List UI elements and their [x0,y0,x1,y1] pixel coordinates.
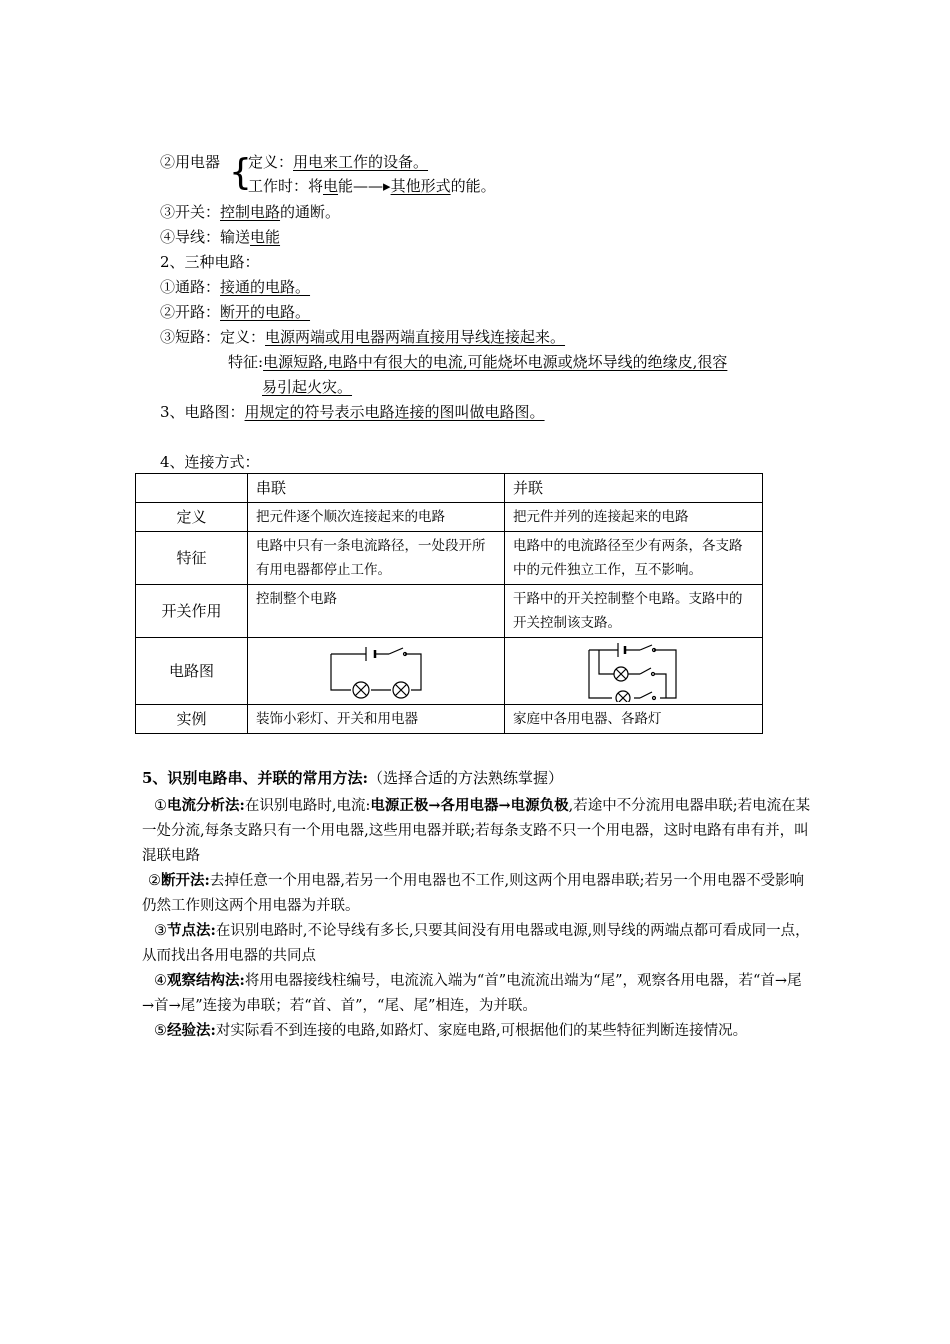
brace-icon: { [229,152,252,193]
arrow-icon: ——▸ [353,177,391,195]
table-header-cell [136,474,248,503]
row-label: 定义 [136,503,248,532]
table-row [136,585,763,638]
short-circuit-feature: 特征:电源短路,电路中有很大的电流,可能烧坏电源或烧坏导线的绝缘皮,很容 [228,353,728,371]
parallel-circuit-diagram [584,640,684,702]
series-cell: 控制整个电路 [248,585,505,638]
appliance-definition: 定义：用电来工作的设备。 [248,153,429,171]
table-row [136,705,763,734]
open-circuit-line: ②开路：断开的电路。 [160,303,311,321]
method-node: ③节点法:在识别电路时,不论导线有多长,只要其间没有用电器或电源,则导线的两端点都可看成同一点，从而找出各用电器的共同点 [142,922,810,964]
row-label: 实例 [136,705,248,734]
method-structure: ④观察结构法:将用电器接线柱编号，电流流入端为“首”电流流出端为“尾”，观察各用电器，若“首→尾→首→尾”连接为串联；若“首、首”，“尾、尾”相连，为并联。 [142,972,802,1014]
series-cell: 电路中只有一条电流路径，一处段开所有用电器都停止工作。 [248,532,505,585]
circuit-diagram-definition: 3、电路图：用规定的符号表示电路连接的图叫做电路图。 [160,403,545,421]
parallel-diagram-cell [505,638,763,705]
row-label: 特征 [136,532,248,585]
table-row [136,638,763,705]
table-header-cell: 串联 [248,474,505,503]
short-circuit-line: ③短路：定义：电源两端或用电器两端直接用导线连接起来。 [160,328,566,346]
appliance-label: ②用电器 [160,153,221,171]
appliance-definition-text: 用电来工作的设备。 [293,153,429,171]
row-label: 电路图 [136,638,248,705]
series-diagram-cell [248,638,505,705]
parallel-cell: 把元件并列的连接起来的电路 [505,503,763,532]
methods-title: 5、识别电路串、并联的常用方法:（选择合适的方法熟练掌握） [142,769,563,787]
table-header-cell: 并联 [505,474,763,503]
row-label: 开关作用 [136,585,248,638]
method-experience: ⑤经验法:对实际看不到连接的电路,如路灯、家庭电路,可根据他们的某些特征判断连接情况。 [154,1022,748,1039]
parallel-cell: 电路中的电流路径至少有两条，各支路中的元件独立工作，互不影响。 [505,532,763,585]
parallel-cell: 家庭中各用电器、各路灯 [505,705,763,734]
series-cell: 装饰小彩灯、开关和用电器 [248,705,505,734]
method-disconnect: ②断开法:去掉任意一个用电器,若另一个用电器也不工作,则这两个用电器串联;若另一个用电器不受影响仍然工作则这两个用电器为并联。 [142,872,804,914]
method-current-analysis: ①电流分析法:在识别电路时,电流:电源正极→各用电器→电源负极,若途中不分流用电器串联;若电流在某一处分流,每条支路只有一个用电器,这些用电器并联;若每条支路不只一个用电器，这时电路有串有并，叫混联电路 [142,797,811,864]
short-circuit-feature-cont: 易引起火灾。 [262,378,353,396]
table-row [136,503,763,532]
closed-circuit-line: ①通路：接通的电路。 [160,278,311,296]
connection-table [135,473,763,734]
table-row [136,532,763,585]
parallel-cell: 干路中的开关控制整个电路。支路中的开关控制该支路。 [505,585,763,638]
connection-title: 4、连接方式： [160,453,260,471]
series-cell: 把元件逐个顺次连接起来的电路 [248,503,505,532]
series-circuit-diagram [321,640,431,702]
wire-line: ④导线：输送电能 [160,228,281,246]
three-circuits-title: 2、三种电路： [160,253,260,271]
table-header-row [136,474,763,503]
switch-line: ③开关：控制电路的通断。 [160,203,341,221]
appliance-work: 工作时：将电能——▸其他形式的能。 [248,177,496,195]
